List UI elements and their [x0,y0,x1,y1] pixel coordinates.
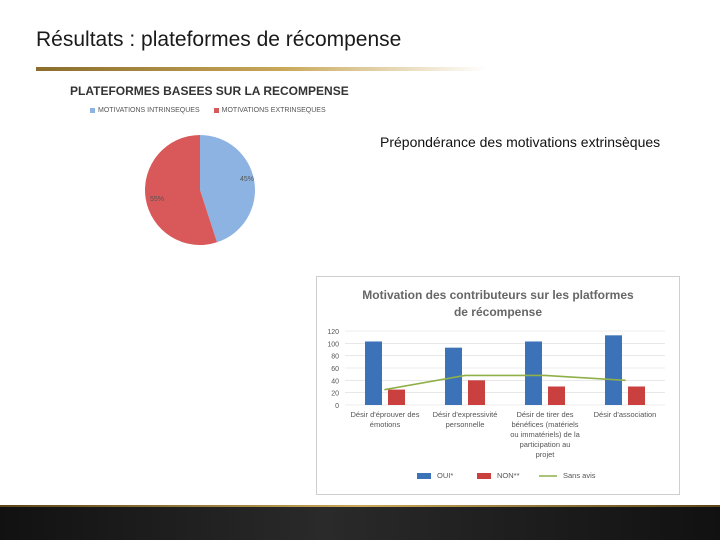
x-category-label-2-2: personnelle [445,420,485,429]
bar-oui-4 [605,335,622,405]
legend-label-1: OUI* [437,471,454,480]
title-divider [36,67,486,71]
bar-non-2 [468,380,485,405]
y-tick-label-80: 80 [331,353,339,361]
bar-non-1 [388,390,405,405]
legend-swatch-2 [477,473,491,479]
y-tick-label-20: 20 [331,390,339,398]
legend-swatch-1 [417,473,431,479]
bar-chart [317,277,679,494]
y-tick-label-0: 0 [335,403,339,410]
y-tick-label-60: 60 [331,366,339,373]
x-category-label-3-2: bénéfices (matériels [511,420,579,429]
x-category-label-3-4: participation au [519,440,571,449]
x-category-label-3-1: Désir de tirer des [516,410,574,419]
y-tick-label-120: 120 [327,329,339,336]
footer-band [0,505,720,540]
x-category-label-2-1: Désir d'expressivité [432,410,498,419]
line-point-sans-avis-2 [464,375,466,377]
legend-swatch-intrinsic [90,108,95,113]
pie-legend [90,107,326,114]
x-category-label-1-1: Désir d'éprouver des [350,410,420,419]
line-point-sans-avis-1 [384,389,386,391]
bar-chart-panel [316,276,680,495]
pie-data-label-1: 45% [240,176,255,183]
footer-accent-line [0,505,720,507]
bar-chart-title-line-2: de récompense [453,305,543,319]
legend-label-2: NON** [497,471,520,480]
legend-swatch-extrinsic [214,108,219,113]
x-category-label-4-1: Désir d'association [593,410,657,419]
bar-oui-1 [365,341,382,405]
emphasis-statement: Prépondérance des motivations extrinsèques [380,134,661,150]
pie-data-label-2: 55% [150,196,165,203]
line-point-sans-avis-3 [544,375,546,377]
bar-non-3 [548,387,565,406]
pie-legend-item-intrinsic [90,107,200,114]
legend-label-3: Sans avis [563,471,596,480]
x-category-label-3-5: projet [535,450,555,459]
x-category-label-1-2: émotions [369,420,401,429]
line-point-sans-avis-4 [624,380,626,382]
pie-chart-title: PLATEFORMES BASEES SUR LA RECOMPENSE [70,84,349,98]
pie-chart [140,130,260,250]
line-sans-avis [385,375,625,389]
bar-oui-3 [525,341,542,405]
bar-chart-title-line-1: Motivation des contributeurs sur les platformes [362,288,634,302]
y-tick-label-100: 100 [327,341,339,349]
pie-legend-item-extrinsic [214,107,326,114]
bar-non-4 [628,387,645,406]
pie-legend-label-intrinsic: MOTIVATIONS INTRINSEQUES [98,107,200,114]
pie-legend-label-extrinsic: MOTIVATIONS EXTRINSEQUES [221,107,326,114]
y-tick-label-40: 40 [331,378,339,386]
slide-title: Résultats : plateformes de récompense [36,28,402,51]
x-category-label-3-3: ou immatériels) de la [510,430,580,439]
